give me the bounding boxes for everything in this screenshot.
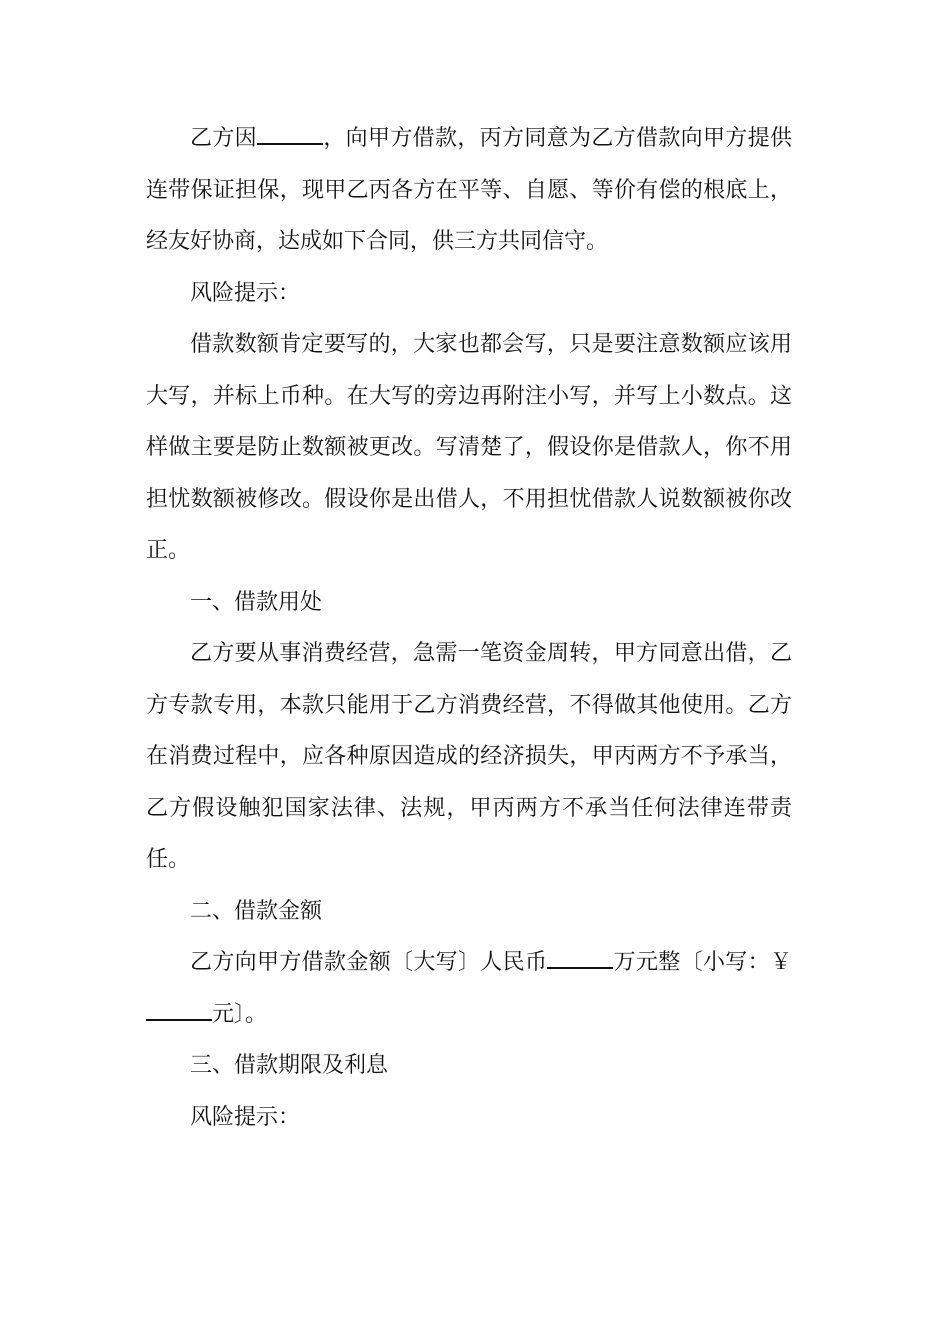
- purpose-paragraph: 乙方要从事消费经营，急需一笔资金周转，甲方同意出借，乙方专款专用，本款只能用于乙方消费经营，不得做其他使用。乙方在消费过程中，应各种原因造成的经济损失，甲丙两方不予承当，乙方假设触犯国家法律、法规，甲丙两方不承当任何法律连带责任。: [146, 641, 792, 872]
- yuan-symbol: ￥: [769, 950, 792, 975]
- intro-text-after: ，向甲方借款，丙方同意为乙方借款向甲方提供连带保证担保，现甲乙丙各方在平等、自愿、等价有偿的根底上，经友好协商，达成如下合同，供三方共同信守。: [146, 126, 792, 254]
- risk-notice-heading-2: 风险提示：: [190, 1104, 301, 1130]
- reason-blank: [257, 125, 323, 145]
- amount-text-4: 元〕。: [212, 1001, 268, 1027]
- risk-notice-heading-1: 风险提示：: [190, 280, 301, 306]
- section-heading-purpose: 一、借款用处: [190, 589, 323, 615]
- amount-uppercase-blank: [547, 949, 613, 969]
- intro-paragraph: [146, 113, 792, 268]
- amount-lowercase-blank: [146, 1001, 212, 1021]
- amount-text-2: 万元整〔小写：: [613, 950, 770, 975]
- section-heading-amount: 二、借款金额: [190, 898, 323, 924]
- amount-text-1: 乙方向甲方借款金额〔大写〕人民币: [190, 950, 548, 975]
- risk-notice-paragraph-1: 借款数额肯定要写的，大家也都会写，只是要注意数额应该用大写，并标上币种。在大写的旁边再附注小写，并写上小数点。这样做主要是防止数额被更改。写清楚了，假设你是借款人，你不用担忧数额被修改。假设你是出借人，不用担忧借款人说数额被你改正。: [146, 332, 792, 563]
- intro-text-before: 乙方因: [190, 126, 257, 151]
- section-heading-term-interest: 三、借款期限及利息: [190, 1053, 389, 1078]
- amount-paragraph: [146, 937, 792, 1040]
